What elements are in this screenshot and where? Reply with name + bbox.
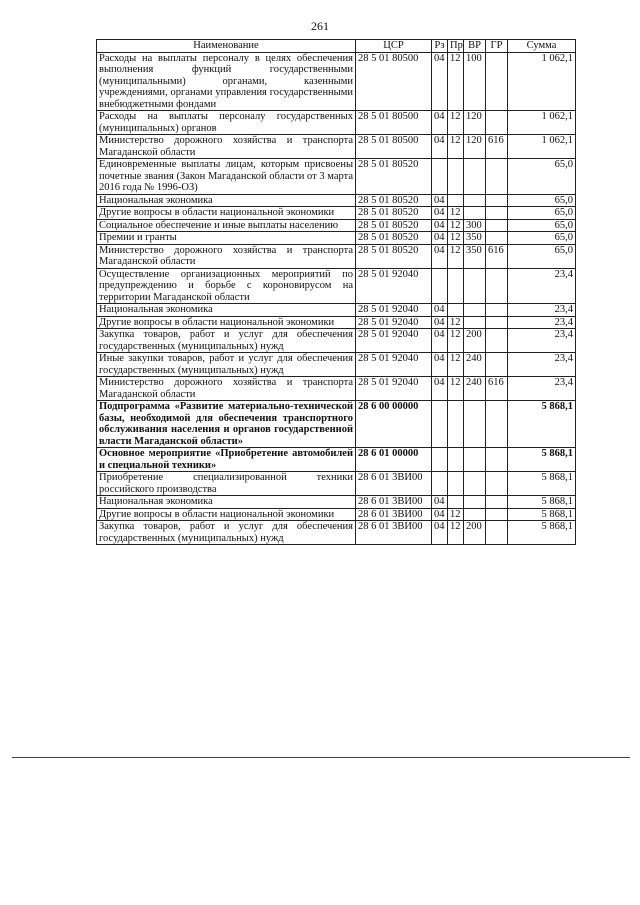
name-cell: Национальная экономика [97,496,356,509]
name-cell: Приобретение специализированной техники российского производства [97,472,356,496]
csr-cell: 28 5 01 80520 [356,159,432,195]
pr-cell [448,159,464,195]
csr-cell: 28 5 01 80500 [356,111,432,135]
sum-cell: 23,4 [508,377,576,401]
csr-cell: 28 5 01 92040 [356,353,432,377]
csr-cell: 28 5 01 80520 [356,194,432,207]
name-cell: Другие вопросы в области национальной экономики [97,508,356,521]
sum-cell: 23,4 [508,329,576,353]
name-cell: Социальное обеспечение и иные выплаты населению [97,219,356,232]
name-cell: Национальная экономика [97,304,356,317]
page-number: 261 [311,19,329,33]
pr-cell: 12 [448,521,464,545]
rz-cell: 04 [432,377,448,401]
pr-cell: 12 [448,111,464,135]
pr-cell: 12 [448,207,464,220]
sum-cell: 5 868,1 [508,448,576,472]
gr-cell: 616 [486,244,508,268]
sum-cell: 5 868,1 [508,508,576,521]
rz-cell: 04 [432,521,448,545]
rz-cell: 04 [432,194,448,207]
csr-cell: 28 5 01 92040 [356,316,432,329]
gr-cell [486,111,508,135]
gr-cell [486,401,508,448]
vr-cell [464,159,486,195]
name-cell: Основное мероприятие «Приобретение автомобилей и специальной техники» [97,448,356,472]
vr-cell [464,268,486,304]
table-row [97,207,576,220]
pr-cell: 12 [448,244,464,268]
rz-cell: 04 [432,207,448,220]
table-row [97,316,576,329]
pr-cell [448,194,464,207]
rz-cell: 04 [432,304,448,317]
vr-cell [464,448,486,472]
vr-cell: 350 [464,232,486,245]
budget-table [96,39,576,545]
rz-cell: 04 [432,219,448,232]
header-csr: ЦСР [356,40,432,53]
vr-cell [464,508,486,521]
name-cell: Осуществление организационных мероприятий по предупреждению и борьбе с короновирусом на территории Магаданской области [97,268,356,304]
vr-cell: 350 [464,244,486,268]
footer-rule [12,757,630,758]
gr-cell: 616 [486,135,508,159]
table-row [97,329,576,353]
gr-cell [486,194,508,207]
csr-cell: 28 5 01 80520 [356,207,432,220]
vr-cell: 120 [464,135,486,159]
gr-cell [486,496,508,509]
name-cell: Другие вопросы в области национальной экономики [97,316,356,329]
gr-cell [486,329,508,353]
sum-cell: 5 868,1 [508,521,576,545]
name-cell: Премии и гранты [97,232,356,245]
vr-cell: 240 [464,353,486,377]
pr-cell: 12 [448,316,464,329]
gr-cell [486,448,508,472]
table-body [97,52,576,545]
csr-cell: 28 5 01 92040 [356,304,432,317]
name-cell: Министерство дорожного хозяйства и транспорта Магаданской области [97,135,356,159]
table-row [97,111,576,135]
sum-cell: 5 868,1 [508,401,576,448]
header-rz: Рз [432,40,448,53]
name-cell: Подпрограмма «Развитие материально-технической базы, необходимой для обеспечения транспортного обслуживания населения и органов государственной власти Магаданской области» [97,401,356,448]
pr-cell [448,401,464,448]
sum-cell: 65,0 [508,232,576,245]
table-row [97,377,576,401]
name-cell: Расходы на выплаты персоналу государственных (муниципальных) органов [97,111,356,135]
header-gr: ГР [486,40,508,53]
rz-cell: 04 [432,329,448,353]
rz-cell: 04 [432,496,448,509]
csr-cell: 28 6 01 00000 [356,448,432,472]
name-cell: Другие вопросы в области национальной экономики [97,207,356,220]
vr-cell [464,194,486,207]
table-row [97,496,576,509]
gr-cell [486,472,508,496]
vr-cell: 120 [464,111,486,135]
sum-cell: 23,4 [508,304,576,317]
rz-cell [432,159,448,195]
pr-cell [448,496,464,509]
rz-cell: 04 [432,353,448,377]
rz-cell: 04 [432,508,448,521]
header-name: Наименование [97,40,356,53]
table-row [97,508,576,521]
rz-cell [432,472,448,496]
name-cell: Министерство дорожного хозяйства и транспорта Магаданской области [97,377,356,401]
vr-cell [464,316,486,329]
pr-cell: 12 [448,52,464,111]
sum-cell: 23,4 [508,316,576,329]
vr-cell [464,304,486,317]
gr-cell [486,353,508,377]
sum-cell: 65,0 [508,194,576,207]
pr-cell: 12 [448,377,464,401]
table-row [97,448,576,472]
pr-cell: 12 [448,353,464,377]
name-cell: Министерство дорожного хозяйства и транспорта Магаданской области [97,244,356,268]
csr-cell: 28 6 01 3ВИ00 [356,472,432,496]
pr-cell: 12 [448,232,464,245]
name-cell: Закупка товаров, работ и услуг для обеспечения государственных (муниципальных) нужд [97,521,356,545]
table-row [97,472,576,496]
vr-cell: 100 [464,52,486,111]
gr-cell [486,52,508,111]
pr-cell [448,472,464,496]
sum-cell: 23,4 [508,353,576,377]
vr-cell [464,207,486,220]
table-row [97,159,576,195]
pr-cell: 12 [448,135,464,159]
name-cell: Национальная экономика [97,194,356,207]
table-row [97,244,576,268]
header-pr: Пр [448,40,464,53]
csr-cell: 28 5 01 92040 [356,377,432,401]
table-row [97,219,576,232]
rz-cell [432,401,448,448]
gr-cell [486,521,508,545]
name-cell: Единовременные выплаты лицам, которым присвоены почетные звания (Закон Магаданской области от 3 марта 2016 года № 1996-ОЗ) [97,159,356,195]
sum-cell: 23,4 [508,268,576,304]
rz-cell: 04 [432,244,448,268]
table-row [97,521,576,545]
table-row [97,353,576,377]
csr-cell: 28 5 01 92040 [356,268,432,304]
sum-cell: 5 868,1 [508,472,576,496]
vr-cell: 240 [464,377,486,401]
rz-cell [432,268,448,304]
header-vr: ВР [464,40,486,53]
pr-cell: 12 [448,508,464,521]
table-row [97,232,576,245]
gr-cell [486,159,508,195]
rz-cell: 04 [432,316,448,329]
pr-cell [448,268,464,304]
sum-cell: 65,0 [508,159,576,195]
vr-cell: 300 [464,219,486,232]
csr-cell: 28 6 01 3ВИ00 [356,521,432,545]
pr-cell: 12 [448,329,464,353]
sum-cell: 1 062,1 [508,111,576,135]
sum-cell: 5 868,1 [508,496,576,509]
sum-cell: 1 062,1 [508,52,576,111]
sum-cell: 65,0 [508,219,576,232]
rz-cell: 04 [432,111,448,135]
pr-cell: 12 [448,219,464,232]
csr-cell: 28 5 01 80520 [356,232,432,245]
gr-cell [486,232,508,245]
csr-cell: 28 5 01 80520 [356,219,432,232]
vr-cell [464,472,486,496]
table-row [97,268,576,304]
header-sum: Сумма [508,40,576,53]
csr-cell: 28 6 00 00000 [356,401,432,448]
name-cell: Иные закупки товаров, работ и услуг для обеспечения государственных (муниципальных) нужд [97,353,356,377]
gr-cell [486,219,508,232]
table-row [97,135,576,159]
csr-cell: 28 6 01 3ВИ00 [356,496,432,509]
csr-cell: 28 5 01 80500 [356,135,432,159]
name-cell: Расходы на выплаты персоналу в целях обеспечения выполнения функций государственными (муниципальными) органами, казенными учреждениями, органами управления государственными внебюджетными фондами [97,52,356,111]
vr-cell [464,496,486,509]
sum-cell: 1 062,1 [508,135,576,159]
rz-cell: 04 [432,232,448,245]
vr-cell: 200 [464,521,486,545]
table-header-row [97,40,576,53]
gr-cell: 616 [486,377,508,401]
csr-cell: 28 5 01 80500 [356,52,432,111]
rz-cell [432,448,448,472]
csr-cell: 28 5 01 92040 [356,329,432,353]
table-row [97,194,576,207]
name-cell: Закупка товаров, работ и услуг для обеспечения государственных (муниципальных) нужд [97,329,356,353]
sum-cell: 65,0 [508,207,576,220]
gr-cell [486,316,508,329]
vr-cell: 200 [464,329,486,353]
gr-cell [486,508,508,521]
rz-cell: 04 [432,52,448,111]
sum-cell: 65,0 [508,244,576,268]
vr-cell [464,401,486,448]
csr-cell: 28 6 01 3ВИ00 [356,508,432,521]
table-row [97,304,576,317]
gr-cell [486,268,508,304]
gr-cell [486,304,508,317]
csr-cell: 28 5 01 80520 [356,244,432,268]
table-row [97,52,576,111]
gr-cell [486,207,508,220]
pr-cell [448,304,464,317]
table-row [97,401,576,448]
pr-cell [448,448,464,472]
rz-cell: 04 [432,135,448,159]
